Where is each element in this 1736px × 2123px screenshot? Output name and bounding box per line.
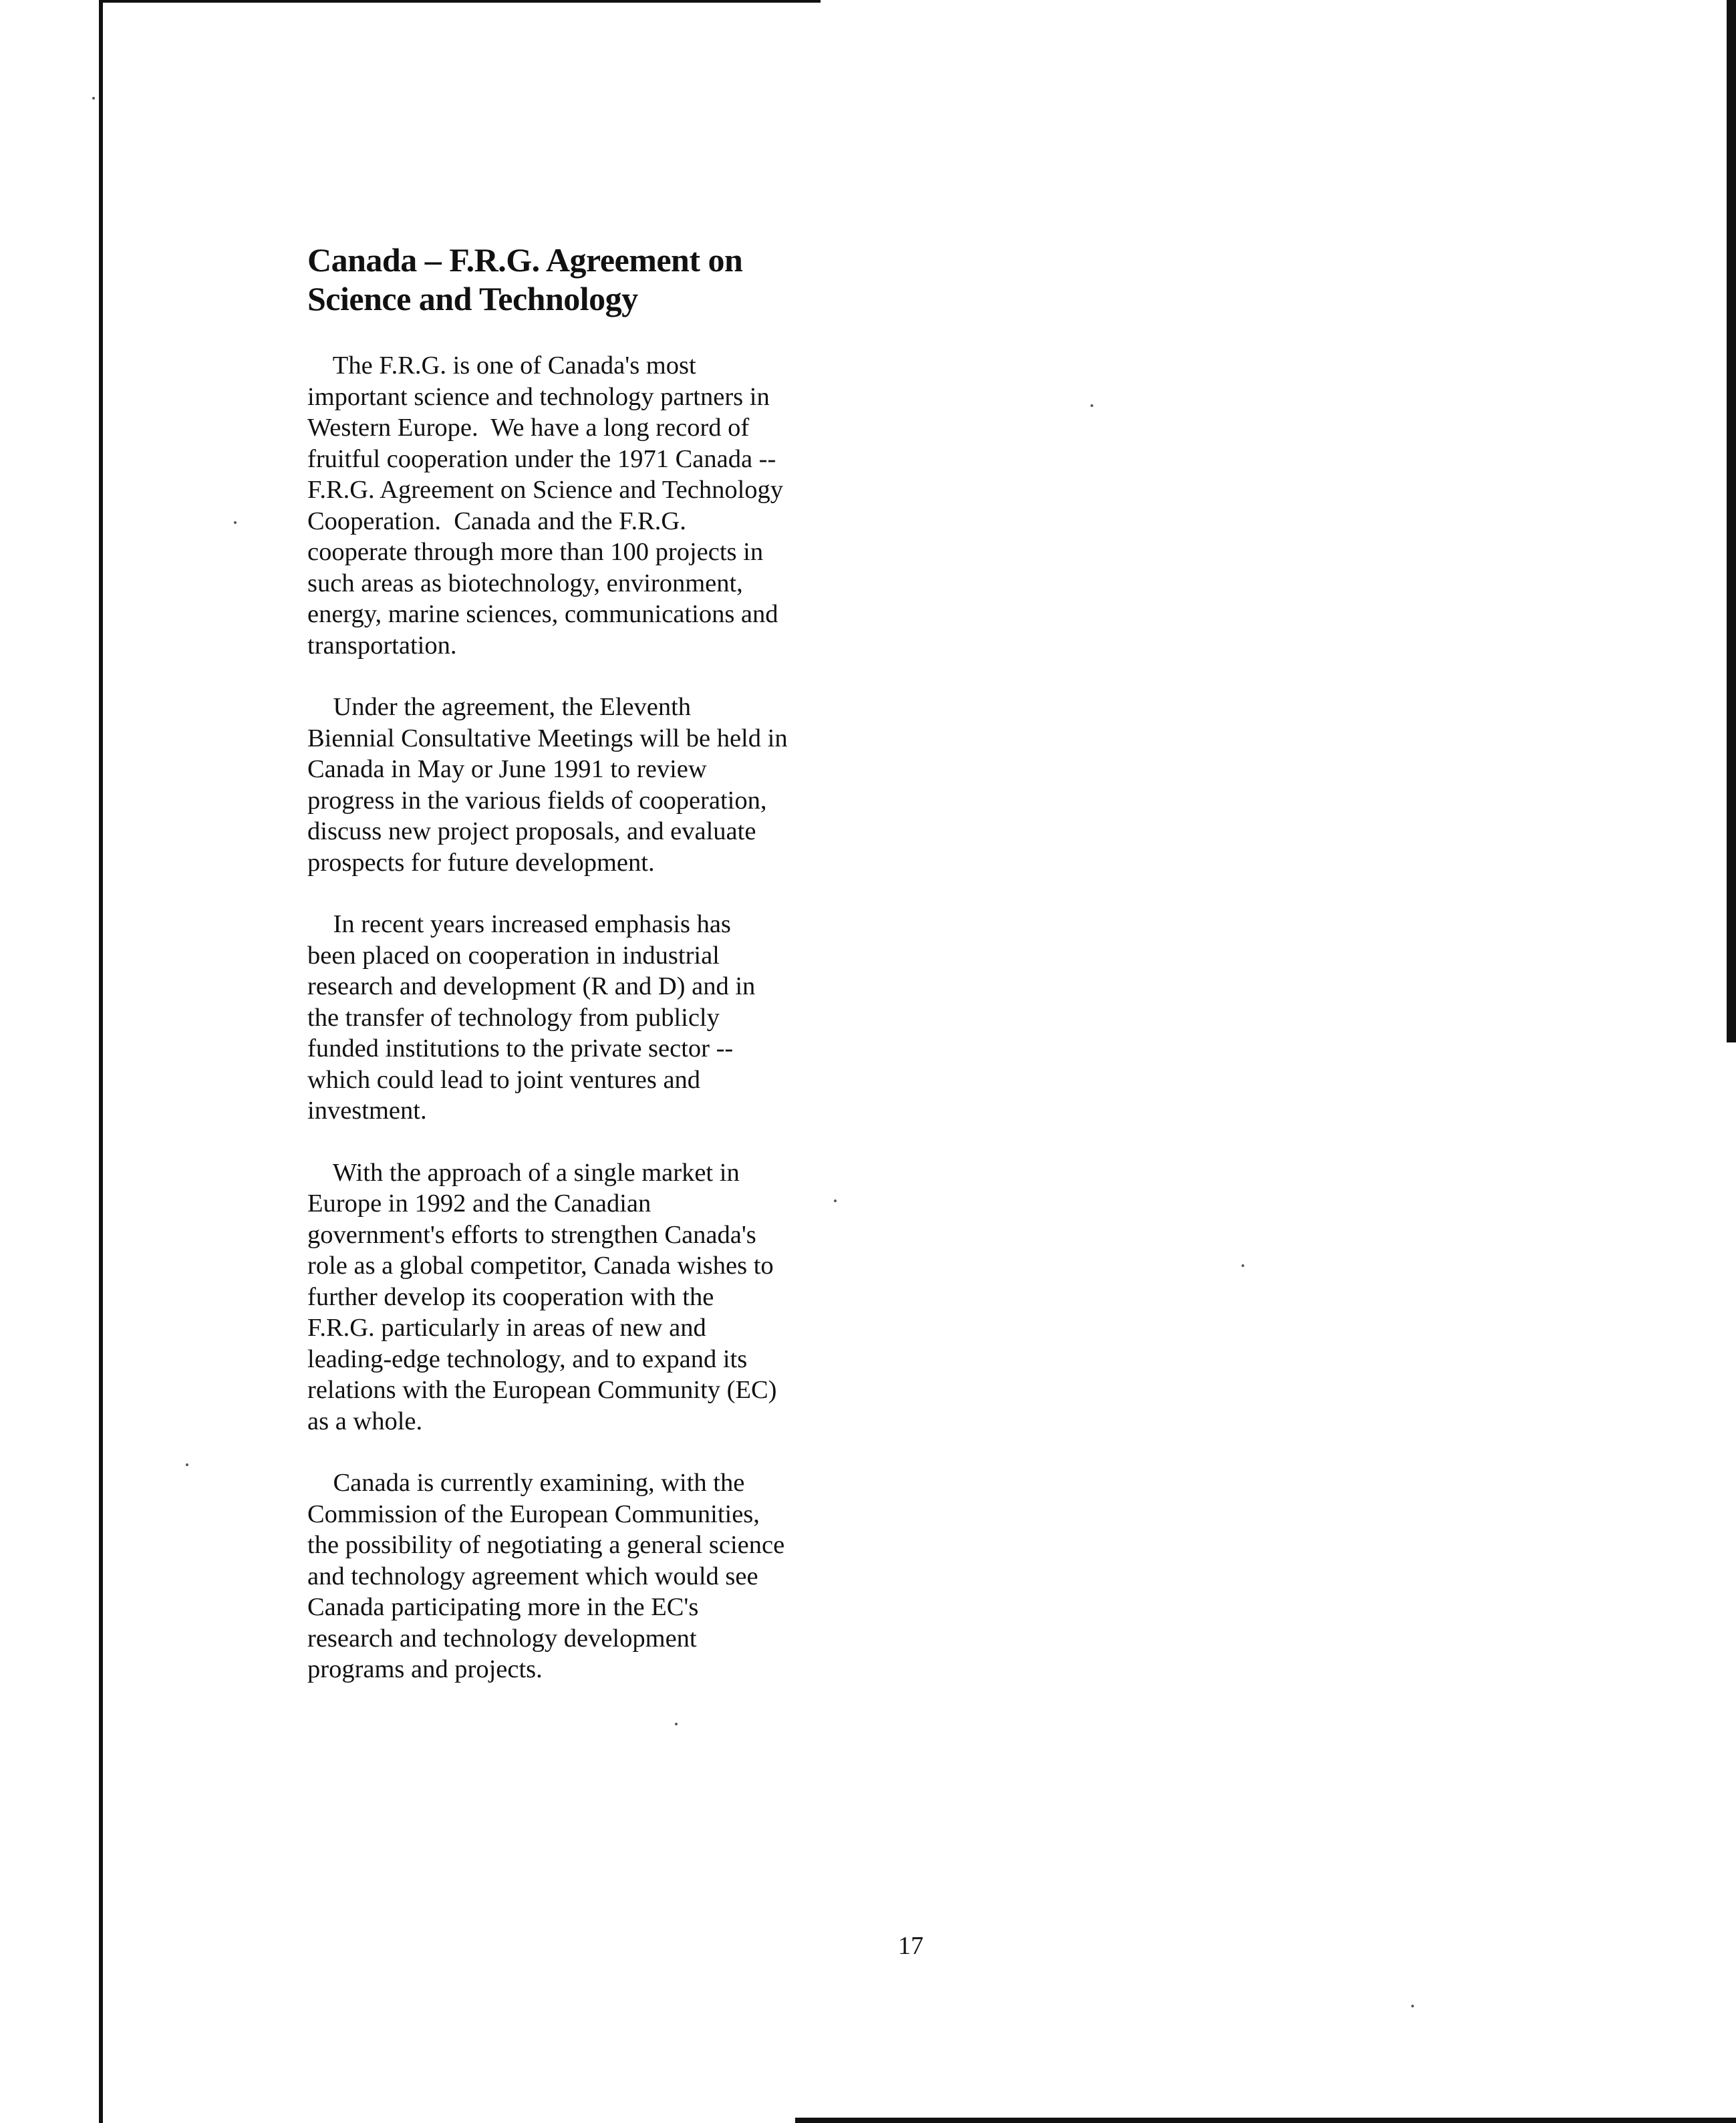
- scan-speck: [1242, 1264, 1244, 1267]
- paragraph-line: Canada is currently examining, with the: [307, 1469, 745, 1497]
- paragraph-line: role as a global competitor, Canada wishes to: [307, 1252, 774, 1280]
- paragraph: [307, 909, 882, 1127]
- scan-edge-top: [99, 0, 821, 3]
- scan-speck: [675, 1723, 678, 1725]
- scan-speck: [234, 521, 237, 524]
- paragraph-line: prospects for future development.: [307, 848, 655, 877]
- paragraph-line: investment.: [307, 1097, 427, 1125]
- paragraph-line: transportation.: [307, 631, 457, 660]
- paragraph-line: Canada in May or June 1991 to review: [307, 755, 707, 783]
- paragraph: [307, 1467, 882, 1685]
- title-line: Science and Technology: [307, 280, 638, 317]
- paragraph-line: Biennial Consultative Meetings will be held in: [307, 724, 788, 752]
- page-number: 17: [898, 1932, 923, 1960]
- scan-edge-right: [1727, 0, 1736, 1042]
- paragraph-line: relations with the European Community (EC): [307, 1376, 777, 1404]
- scan-speck: [1091, 404, 1093, 407]
- paragraph-line: funded institutions to the private sector --: [307, 1034, 734, 1063]
- scan-speck: [1411, 2005, 1414, 2007]
- scan-speck: [186, 1463, 188, 1466]
- paragraph-line: and technology agreement which would see: [307, 1562, 758, 1590]
- paragraph-line: F.R.G. Agreement on Science and Technology: [307, 476, 784, 504]
- paragraph-line: the transfer of technology from publicly: [307, 1003, 720, 1032]
- paragraph-line: Europe in 1992 and the Canadian: [307, 1189, 652, 1218]
- paragraph: [307, 350, 882, 661]
- paragraph-line: which could lead to joint ventures and: [307, 1065, 701, 1094]
- paragraph-line: research and development (R and D) and in: [307, 972, 756, 1000]
- paragraph: [307, 1157, 882, 1437]
- paragraph-line: important science and technology partners in: [307, 382, 770, 411]
- paragraph-line: Under the agreement, the Eleventh: [307, 693, 692, 721]
- paragraph-line: leading-edge technology, and to expand its: [307, 1344, 748, 1373]
- paragraph-line: research and technology development: [307, 1624, 697, 1653]
- paragraph-line: In recent years increased emphasis has: [307, 910, 731, 938]
- paragraph-line: such areas as biotechnology, environment,: [307, 569, 743, 597]
- paragraph-line: Canada participating more in the EC's: [307, 1593, 699, 1621]
- paragraph-line: government's efforts to strengthen Canada's: [307, 1220, 756, 1249]
- title-line: Canada – F.R.G. Agreement on: [307, 241, 743, 279]
- paragraph-line: fruitful cooperation under the 1971 Canada --: [307, 444, 776, 473]
- paragraph-line: Commission of the European Communities,: [307, 1500, 760, 1528]
- article: [307, 241, 882, 1716]
- paragraph-line: further develop its cooperation with the: [307, 1282, 714, 1311]
- scan-edge-bottom: [795, 2118, 1736, 2123]
- paragraph-line: energy, marine sciences, communications and: [307, 600, 778, 628]
- paragraph-line: F.R.G. particularly in areas of new and: [307, 1314, 706, 1342]
- paragraph-line: as a whole.: [307, 1407, 423, 1435]
- article-title: [307, 241, 882, 318]
- paragraph-line: been placed on cooperation in industrial: [307, 941, 720, 970]
- paragraph-line: cooperate through more than 100 projects in: [307, 538, 764, 566]
- paragraph-line: progress in the various fields of cooperation,: [307, 786, 767, 815]
- paragraph-line: Cooperation. Canada and the F.R.G.: [307, 507, 686, 535]
- paragraph: [307, 692, 882, 878]
- paragraph-line: discuss new project proposals, and evaluate: [307, 817, 756, 845]
- paragraph-line: the possibility of negotiating a general science: [307, 1531, 785, 1559]
- scan-edge-left: [99, 0, 103, 2123]
- scan-speck: [92, 97, 95, 100]
- paragraph-line: Western Europe. We have a long record of: [307, 414, 750, 442]
- paragraph-line: programs and projects.: [307, 1655, 543, 1683]
- paragraph-line: The F.R.G. is one of Canada's most: [307, 351, 696, 380]
- paragraph-line: With the approach of a single market in: [307, 1158, 740, 1187]
